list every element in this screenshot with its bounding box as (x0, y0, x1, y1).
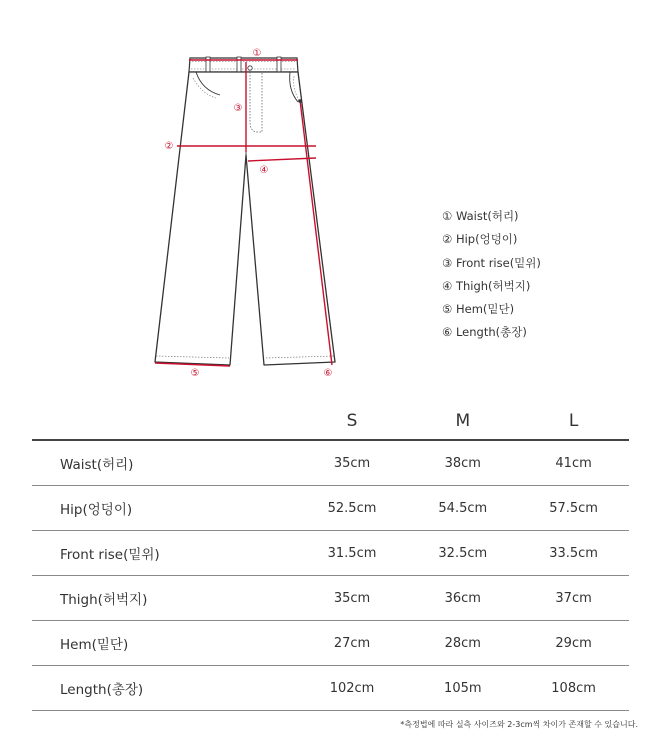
cell-value: 41cm (518, 440, 629, 486)
row-label: Hip(엉덩이) (32, 486, 297, 531)
cell-value: 33.5cm (518, 531, 629, 576)
table-row-waist (32, 440, 629, 486)
legend-hem: ⑤ Hem(밑단) (442, 302, 515, 317)
cell-value: 36cm (407, 576, 518, 621)
marker-hip: ② (164, 141, 174, 152)
header-size-m: M (407, 402, 518, 440)
row-label: Waist(허리) (32, 440, 297, 486)
cell-value: 35cm (297, 440, 408, 486)
measurement-legend (442, 205, 541, 345)
legend-waist: ① Waist(허리) (442, 209, 519, 223)
row-label: Front rise(밑위) (32, 531, 297, 576)
table-row-hem (32, 621, 629, 666)
table-header-row (32, 402, 629, 440)
cell-value: 28cm (407, 621, 518, 666)
table-row-front-rise (32, 531, 629, 576)
marker-length: ⑥ (323, 368, 333, 379)
table-row-hip (32, 486, 629, 531)
legend-thigh: ④ Thigh(허벅지) (442, 278, 531, 293)
size-chart-table (32, 402, 629, 711)
length-start-marker (298, 99, 302, 103)
marker-waist: ① (252, 48, 262, 59)
marker-hem: ⑤ (190, 368, 200, 379)
cell-value: 31.5cm (297, 531, 408, 576)
header-label-column (32, 402, 297, 440)
marker-thigh: ④ (259, 165, 269, 176)
legend-length: ⑥ Length(총장) (442, 325, 527, 340)
header-size-l: L (518, 402, 629, 440)
cell-value: 57.5cm (518, 486, 629, 531)
measurement-footnote: *측정법에 따라 실측 사이즈와 2-3cm씩 차이가 존재할 수 있습니다. (400, 720, 638, 729)
cell-value: 108cm (518, 666, 629, 711)
table-row-thigh (32, 576, 629, 621)
pants-measurement-diagram (140, 40, 360, 385)
row-label: Length(총장) (32, 666, 297, 711)
cell-value: 102cm (297, 666, 408, 711)
cell-value: 29cm (518, 621, 629, 666)
cell-value: 54.5cm (407, 486, 518, 531)
legend-hip: ② Hip(엉덩이) (442, 232, 518, 247)
cell-value: 35cm (297, 576, 408, 621)
table-row-length (32, 666, 629, 711)
row-label: Hem(밑단) (32, 621, 297, 666)
pants-outline (155, 72, 335, 365)
cell-value: 38cm (407, 440, 518, 486)
cell-value: 52.5cm (297, 486, 408, 531)
marker-front-rise: ③ (233, 103, 243, 114)
cell-value: 27cm (297, 621, 408, 666)
cell-value: 32.5cm (407, 531, 518, 576)
header-size-s: S (297, 402, 408, 440)
cell-value: 105m (407, 666, 518, 711)
legend-front-rise: ③ Front rise(밑위) (442, 255, 541, 270)
waist-button (248, 66, 252, 70)
row-label: Thigh(허벅지) (32, 576, 297, 621)
cell-value: 37cm (518, 576, 629, 621)
